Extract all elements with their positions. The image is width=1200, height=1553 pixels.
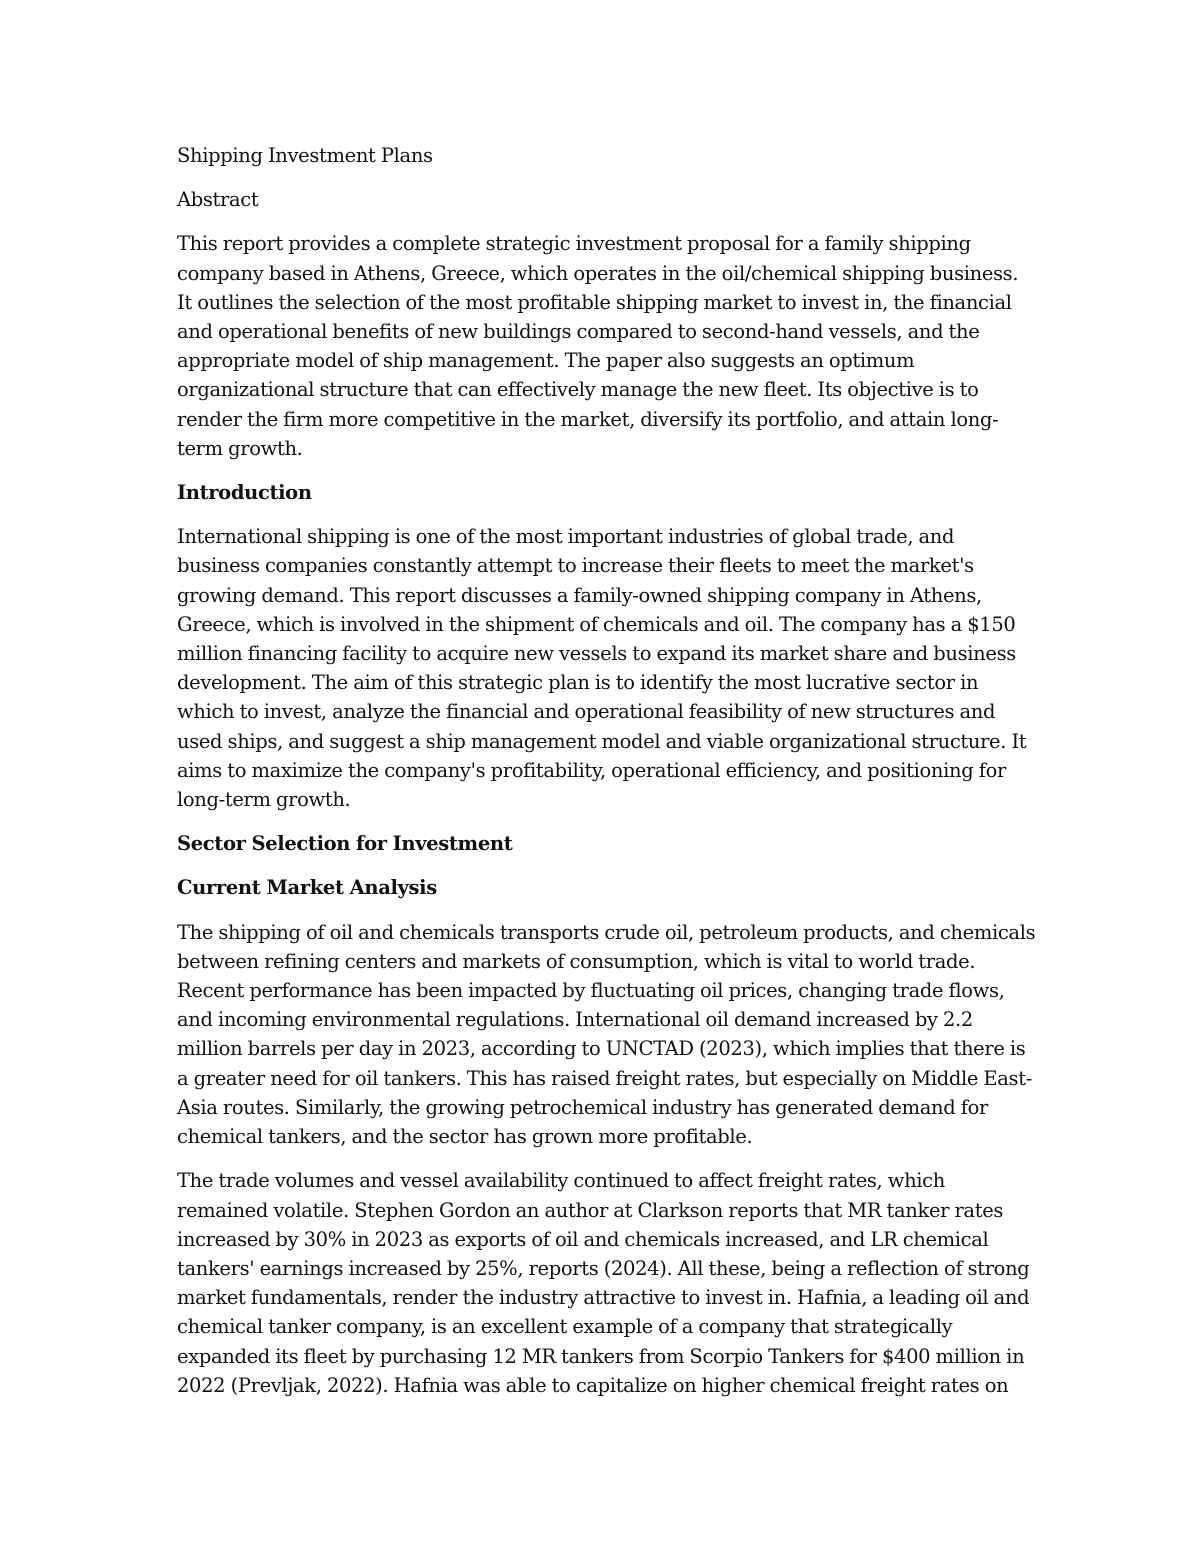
abstract-label: Abstract (177, 188, 259, 212)
abstract-paragraph: This report provides a complete strategic investment proposal for a family shipping company based in Athens, Greece, which operates in the oil/chemical shipping business. It outlines the selection of the most profitable shipping market to invest in, the financial and operational benefits of new buildings compared to second-hand vessels, and the appropriate model of ship management. The paper also suggests an optimum organizational structure that can effectively manage the new fleet. Its objective is to render the firm more competitive in the market, diversify its portfolio, and attain long-term growth. (177, 232, 1019, 460)
introduction-paragraph: International shipping is one of the most important industries of global trade, and business companies constantly attempt to increase their fleets to meet the market's growing demand. This report discusses a family-owned shipping company in Athens, Greece, which is involved in the shipment of chemicals and oil. The company has a $150 million financing facility to acquire new vessels to expand its market share and business development. The aim of this strategic plan is to identify the most lucrative sector in which to invest, analyze the financial and operational feasibility of new structures and used ships, and suggest a ship management model and viable organizational structure. It aims to maximize the company's profitability, operational efficiency, and positioning for long-term growth. (177, 525, 1027, 812)
market-paragraph-1: The shipping of oil and chemicals transports crude oil, petroleum products, and chemicals between refining centers and markets of consumption, which is vital to world trade. Recent performance has been impacted by fluctuating oil prices, changing trade flows, and incoming environmental regulations. International oil demand increased by 2.2 million barrels per day in 2023, according to UNCTAD (2023), which implies that there is a greater need for oil tankers. This has raised freight rates, but especially on Middle East-Asia routes. Similarly, the growing petrochemical industry has generated demand for chemical tankers, and the sector has grown more profitable. (177, 920, 1036, 1149)
introduction-heading: Introduction (177, 481, 312, 505)
document-title: Shipping Investment Plans (177, 144, 433, 167)
sector-selection-heading: Sector Selection for Investment (177, 832, 513, 856)
document-body (177, 141, 1037, 1415)
market-analysis-heading: Current Market Analysis (177, 876, 437, 900)
market-paragraph-2: The trade volumes and vessel availability continued to affect freight rates, which remained volatile. Stephen Gordon an author at Clarkson reports that MR tanker rates increased by 30% in 2023 as exports of oil and chemicals increased, and LR chemical tankers' earnings increased by 25%, reports (2024). All these, being a reflection of strong market fundamentals, render the industry attractive to invest in. Hafnia, a leading oil and chemical tanker company, is an excellent example of a company that strategically expanded its fleet by purchasing 12 MR tankers from Scorpio Tankers for $400 million in 2022 (Prevljak, 2022). Hafnia was able to capitalize on higher chemical freight rates on (177, 1169, 1030, 1397)
